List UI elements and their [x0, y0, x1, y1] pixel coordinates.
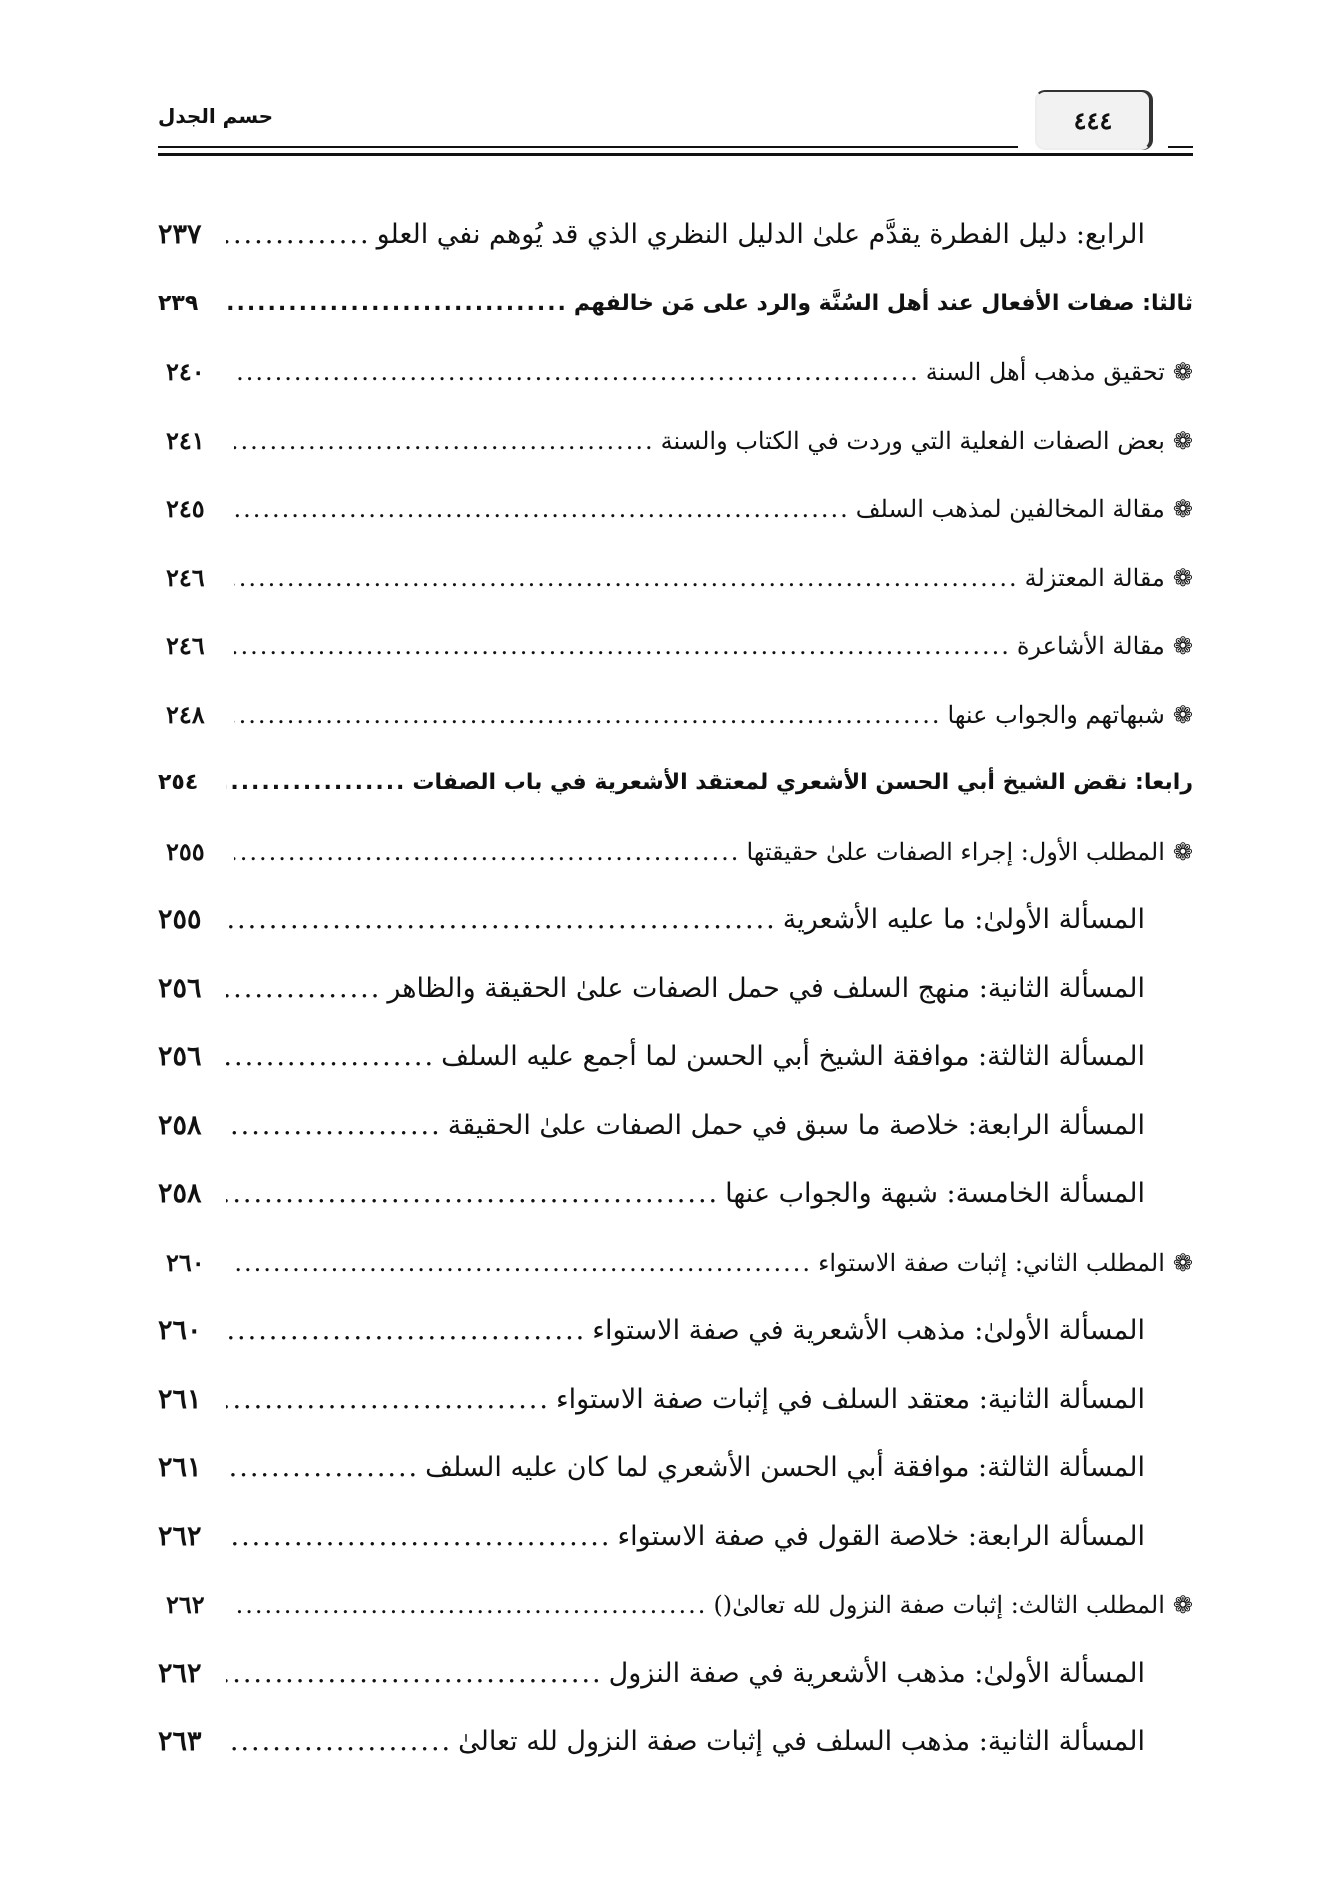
toc-entry — [158, 274, 1193, 343]
toc-entry — [158, 890, 1193, 959]
toc-entry-page: ٢٣٩ — [158, 290, 199, 316]
toc-entry-page: ٢٦١ — [158, 1452, 202, 1483]
leader-dots — [226, 1164, 719, 1224]
toc-entry — [158, 205, 1193, 274]
leader-dots — [234, 685, 942, 745]
leader-dots — [226, 959, 381, 1019]
toc-entry-page: ٢٤٦ — [166, 562, 205, 592]
toc-entry-title: المطلب الثالث: إثبات صفة النزول لله تعالىٰ() — [713, 1591, 1165, 1619]
toc-entry-page: ٢٥٦ — [158, 972, 202, 1004]
leader-dots — [234, 479, 850, 539]
toc-entry — [166, 548, 1193, 617]
toc-entry — [158, 1507, 1193, 1576]
leader-dots — [226, 1644, 603, 1704]
toc-entry — [158, 1370, 1193, 1439]
toc-entry-title: المطلب الأول: إجراء الصفات علىٰ حقيقتها — [746, 837, 1165, 866]
toc-entry-title: مقالة الأشاعرة — [1016, 632, 1165, 660]
leader-dots — [234, 548, 1019, 608]
toc-entry — [158, 959, 1193, 1028]
flower-ornament-icon: ❁ — [1172, 495, 1193, 523]
toc-entry-title: رابعا: نقض الشيخ أبي الحسن الأشعري لمعتقد الأشعرية في باب الصفات — [412, 770, 1193, 795]
toc-entry-title: المسألة الأولىٰ: ما عليه الأشعرية — [782, 904, 1145, 935]
toc-entry-page: ٢٥٤ — [158, 770, 199, 795]
flower-ornament-icon: ❁ — [1172, 1591, 1193, 1619]
toc-entry-page: ٢٤٠ — [166, 357, 205, 386]
toc-entry-title: المسألة الأولىٰ: مذهب الأشعرية في صفة النزول — [608, 1657, 1145, 1689]
toc-entry-page: ٢٥٥ — [158, 904, 202, 935]
toc-entry-title: المسألة الثانية: معتقد السلف في إثبات صفة الاستواء — [555, 1383, 1145, 1415]
flower-ornament-icon: ❁ — [1172, 700, 1193, 729]
toc-entry — [166, 822, 1193, 891]
toc-entry-title: المطلب الثاني: إثبات صفة الاستواء — [818, 1248, 1165, 1277]
leader-dots — [234, 411, 655, 471]
toc-entry — [166, 685, 1193, 754]
toc-entry-page: ٢٤٦ — [166, 631, 205, 660]
toc-entry-title: المسألة الرابعة: خلاصة القول في صفة الاستواء — [617, 1520, 1145, 1552]
toc-entry-page: ٢٥٦ — [158, 1041, 202, 1072]
header-rule-thick — [158, 153, 1193, 156]
toc-entry-page: ٢٤٥ — [166, 494, 205, 523]
leader-dots — [234, 1233, 812, 1293]
toc-entry-title: بعض الصفات الفعلية التي وردت في الكتاب والسنة — [660, 426, 1165, 455]
toc-entry-page: ٢٦٢ — [158, 1520, 202, 1552]
leader-dots — [234, 616, 1011, 676]
toc-entry-title: المسألة الثالثة: موافقة أبي الحسن الأشعري لما كان عليه السلف — [425, 1452, 1145, 1483]
toc-entry-title: تحقيق مذهب أهل السنة — [925, 358, 1165, 386]
toc-entry-title: مقالة المخالفين لمذهب السلف — [855, 495, 1165, 523]
toc-entry-page: ٢٤١ — [166, 425, 205, 455]
flower-ornament-icon: ❁ — [1172, 632, 1193, 660]
toc-entry-page: ٢٥٨ — [158, 1109, 202, 1141]
toc-entry — [158, 1712, 1193, 1781]
leader-dots — [226, 890, 777, 950]
toc-entry — [166, 616, 1193, 685]
toc-entry-title: المسألة الخامسة: شبهة والجواب عنها — [725, 1178, 1145, 1209]
toc-entry-title: المسألة الثانية: مذهب السلف في إثبات صفة النزول لله تعالىٰ — [458, 1726, 1145, 1757]
flower-ornament-icon: ❁ — [1172, 426, 1193, 455]
page-number: ٤٤٤ — [1035, 90, 1151, 150]
toc-entry-page: ٢٦٢ — [166, 1590, 205, 1619]
toc-entry — [158, 1164, 1193, 1233]
toc-entry — [158, 753, 1193, 822]
running-title: حسم الجدل — [158, 104, 274, 128]
toc-entry — [158, 1644, 1193, 1713]
leader-dots — [226, 205, 371, 265]
flower-ornament-icon: ❁ — [1172, 1248, 1193, 1277]
toc-entry — [158, 1438, 1193, 1507]
toc-entry-page: ٢٣٧ — [158, 219, 202, 250]
leader-dots — [234, 822, 740, 882]
leader-dots — [226, 274, 568, 334]
toc-entry-title: المسألة الرابعة: خلاصة ما سبق في حمل الصفات علىٰ الحقيقة — [447, 1109, 1145, 1141]
leader-dots — [226, 1027, 435, 1087]
leader-dots — [226, 753, 406, 813]
toc-entry — [166, 1575, 1193, 1644]
flower-ornament-icon: ❁ — [1172, 563, 1193, 592]
leader-dots — [226, 1096, 442, 1156]
table-of-contents — [158, 205, 1193, 1781]
leader-dots — [226, 1507, 611, 1567]
leader-dots — [226, 1301, 586, 1361]
toc-entry-title: الرابع: دليل الفطرة يقدَّم علىٰ الدليل النظري الذي قد يُوهم نفي العلو — [376, 219, 1145, 250]
toc-entry — [166, 1233, 1193, 1302]
toc-entry-title: المسألة الأولىٰ: مذهب الأشعرية في صفة الاستواء — [592, 1315, 1145, 1346]
toc-entry — [166, 342, 1193, 411]
toc-entry-title: المسألة الثالثة: موافقة الشيخ أبي الحسن لما أجمع عليه السلف — [441, 1041, 1145, 1072]
toc-entry-title: المسألة الثانية: منهج السلف في حمل الصفات علىٰ الحقيقة والظاهر — [387, 972, 1145, 1004]
toc-entry-page: ٢٥٨ — [158, 1178, 202, 1209]
leader-dots — [234, 1575, 707, 1635]
toc-entry-page: ٢٦٠ — [166, 1247, 205, 1277]
flower-ornament-icon: ❁ — [1172, 837, 1193, 866]
toc-entry-page: ٢٤٨ — [166, 699, 205, 729]
toc-entry-page: ٢٥٥ — [166, 836, 205, 866]
toc-entry — [158, 1096, 1193, 1165]
toc-entry-page: ٢٦٣ — [158, 1726, 202, 1757]
toc-entry-page: ٢٦٢ — [158, 1657, 202, 1689]
toc-entry-title: شبهاتهم والجواب عنها — [947, 700, 1165, 729]
leader-dots — [226, 1438, 419, 1498]
toc-entry — [158, 1027, 1193, 1096]
toc-entry-page: ٢٦٠ — [158, 1315, 202, 1346]
toc-entry-page: ٢٦١ — [158, 1383, 202, 1415]
toc-entry-title: مقالة المعتزلة — [1024, 563, 1165, 592]
page-header — [158, 86, 1193, 156]
toc-entry-title: ثالثا: صفات الأفعال عند أهل السُنَّة والرد على مَن خالفهم — [573, 290, 1193, 316]
leader-dots — [226, 1712, 452, 1772]
leader-dots — [234, 342, 920, 402]
toc-entry — [158, 1301, 1193, 1370]
toc-entry — [166, 411, 1193, 480]
toc-entry — [166, 479, 1193, 548]
flower-ornament-icon: ❁ — [1172, 358, 1193, 386]
leader-dots — [226, 1370, 550, 1430]
